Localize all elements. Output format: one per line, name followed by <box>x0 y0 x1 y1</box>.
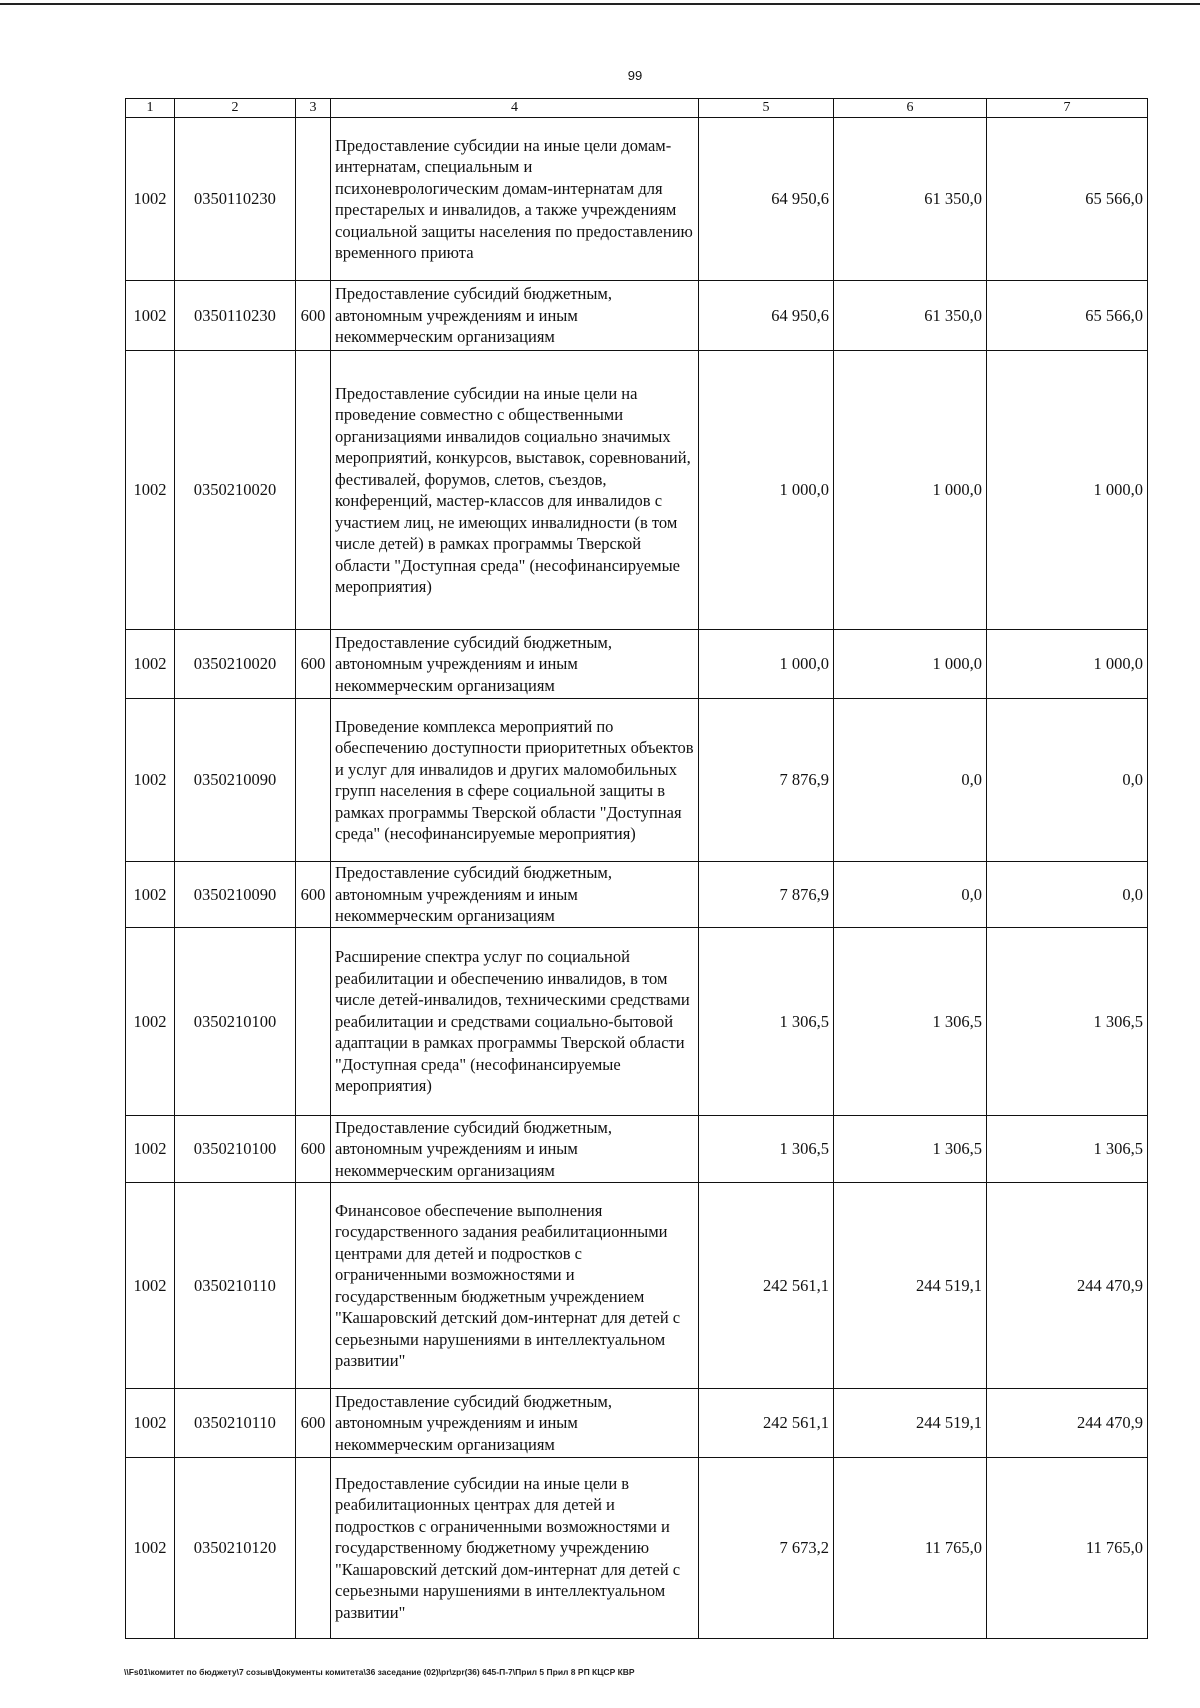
page-number: 99 <box>627 68 643 83</box>
table-row <box>126 1116 1148 1183</box>
value-col7: 244 470,9 <box>987 1389 1148 1458</box>
table-row <box>126 699 1148 862</box>
column-header-2: 2 <box>175 99 296 118</box>
row-description: Предоставление субсидий бюджетным, автономным учреждениям и иным некоммерческим организациям <box>331 630 699 699</box>
budget-table <box>125 98 1148 1639</box>
target-code: 0350210090 <box>175 862 296 928</box>
target-code: 0350110230 <box>175 118 296 281</box>
expense-type-code <box>296 118 331 281</box>
table-row <box>126 1389 1148 1458</box>
row-description: Проведение комплекса мероприятий по обеспечению доступности приоритетных объектов и услуг для инвалидов и других маломобильных групп населения в сфере социальной защиты в рамках программы Тверской области "Доступная среда" (несофинансируемые мероприятия) <box>331 699 699 862</box>
expense-type-code <box>296 699 331 862</box>
table-row <box>126 928 1148 1116</box>
expense-type-code: 600 <box>296 630 331 699</box>
value-col5: 242 561,1 <box>699 1183 834 1389</box>
value-col5: 7 673,2 <box>699 1458 834 1639</box>
value-col6: 0,0 <box>834 699 987 862</box>
section-code: 1002 <box>126 862 175 928</box>
file-path-footer: \\Fs01\комитет по бюджету\7 созыв\Документы комитета\36 заседание (02)\pr\zpr(36) 645-П-7\Прил 5 Прил 8 РП КЦСР КВР <box>124 1667 635 1677</box>
expense-type-code <box>296 1183 331 1389</box>
value-col7: 0,0 <box>987 862 1148 928</box>
target-code: 0350210120 <box>175 1458 296 1639</box>
value-col5: 1 306,5 <box>699 1116 834 1183</box>
value-col7: 244 470,9 <box>987 1183 1148 1389</box>
value-col7: 1 306,5 <box>987 1116 1148 1183</box>
column-header-5: 5 <box>699 99 834 118</box>
value-col6: 1 000,0 <box>834 630 987 699</box>
value-col5: 7 876,9 <box>699 862 834 928</box>
table-row <box>126 630 1148 699</box>
target-code: 0350210020 <box>175 351 296 630</box>
table-row <box>126 118 1148 281</box>
section-code: 1002 <box>126 630 175 699</box>
row-description: Предоставление субсидии на иные цели в реабилитационных центрах для детей и подростков с ограниченными возможностями и государственному бюджетному учреждению "Кашаровский детский дом-интернат для детей с серьезными нарушениями в интеллектуальном развитии" <box>331 1458 699 1639</box>
row-description: Предоставление субсидий бюджетным, автономным учреждениям и иным некоммерческим организациям <box>331 281 699 351</box>
column-header-1: 1 <box>126 99 175 118</box>
section-code: 1002 <box>126 1389 175 1458</box>
expense-type-code: 600 <box>296 862 331 928</box>
target-code: 0350110230 <box>175 281 296 351</box>
table-row <box>126 351 1148 630</box>
value-col6: 1 000,0 <box>834 351 987 630</box>
value-col7: 65 566,0 <box>987 118 1148 281</box>
target-code: 0350210090 <box>175 699 296 862</box>
value-col6: 61 350,0 <box>834 118 987 281</box>
column-header-4: 4 <box>331 99 699 118</box>
value-col6: 0,0 <box>834 862 987 928</box>
value-col5: 242 561,1 <box>699 1389 834 1458</box>
value-col5: 1 000,0 <box>699 351 834 630</box>
target-code: 0350210110 <box>175 1183 296 1389</box>
section-code: 1002 <box>126 1183 175 1389</box>
section-code: 1002 <box>126 699 175 862</box>
target-code: 0350210100 <box>175 928 296 1116</box>
target-code: 0350210020 <box>175 630 296 699</box>
row-description: Предоставление субсидии на иные цели на проведение совместно с общественными организациями инвалидов социально значимых мероприятий, конкурсов, выставок, соревнований, фестивалей, форумов, слетов, съездов, конференций, мастер-классов для инвалидов с участием лиц, не имеющих инвалидности (в том числе детей) в рамках программы Тверской области "Доступная среда" (несофинансируемые мероприятия) <box>331 351 699 630</box>
value-col5: 1 306,5 <box>699 928 834 1116</box>
row-description: Финансовое обеспечение выполнения государственного задания реабилитационными центрами для детей и подростков с ограниченными возможностями и государственным бюджетным учреждением "Кашаровский детский дом-интернат для детей с серьезными нарушениями в интеллектуальном развитии" <box>331 1183 699 1389</box>
expense-type-code <box>296 1458 331 1639</box>
table-row <box>126 281 1148 351</box>
value-col6: 1 306,5 <box>834 1116 987 1183</box>
section-code: 1002 <box>126 928 175 1116</box>
row-description: Предоставление субсидий бюджетным, автономным учреждениям и иным некоммерческим организациям <box>331 1116 699 1183</box>
expense-type-code <box>296 928 331 1116</box>
value-col7: 1 000,0 <box>987 351 1148 630</box>
expense-type-code: 600 <box>296 1116 331 1183</box>
value-col6: 244 519,1 <box>834 1389 987 1458</box>
target-code: 0350210100 <box>175 1116 296 1183</box>
expense-type-code <box>296 351 331 630</box>
column-number-row <box>126 99 1148 118</box>
row-description: Предоставление субсидии на иные цели домам-интернатам, специальным и психоневрологическим домам-интернатам для престарелых и инвалидов, а также учреждениям социальной защиты населения по предоставлению временного приюта <box>331 118 699 281</box>
section-code: 1002 <box>126 351 175 630</box>
value-col5: 7 876,9 <box>699 699 834 862</box>
column-header-6: 6 <box>834 99 987 118</box>
value-col7: 1 000,0 <box>987 630 1148 699</box>
value-col6: 1 306,5 <box>834 928 987 1116</box>
target-code: 0350210110 <box>175 1389 296 1458</box>
row-description: Предоставление субсидий бюджетным, автономным учреждениям и иным некоммерческим организациям <box>331 1389 699 1458</box>
expense-type-code: 600 <box>296 1389 331 1458</box>
section-code: 1002 <box>126 1458 175 1639</box>
section-code: 1002 <box>126 281 175 351</box>
table-row <box>126 862 1148 928</box>
value-col5: 1 000,0 <box>699 630 834 699</box>
value-col7: 65 566,0 <box>987 281 1148 351</box>
expense-type-code: 600 <box>296 281 331 351</box>
section-code: 1002 <box>126 1116 175 1183</box>
row-description: Предоставление субсидий бюджетным, автономным учреждениям и иным некоммерческим организациям <box>331 862 699 928</box>
value-col7: 0,0 <box>987 699 1148 862</box>
scan-border-line <box>0 3 1200 5</box>
table-row <box>126 1183 1148 1389</box>
value-col5: 64 950,6 <box>699 281 834 351</box>
value-col6: 244 519,1 <box>834 1183 987 1389</box>
row-description: Расширение спектра услуг по социальной реабилитации и обеспечению инвалидов, в том числе детей-инвалидов, техническими средствами реабилитации и средствами социально-бытовой адаптации в рамках программы Тверской области "Доступная среда" (несофинансируемые мероприятия) <box>331 928 699 1116</box>
column-header-3: 3 <box>296 99 331 118</box>
section-code: 1002 <box>126 118 175 281</box>
value-col5: 64 950,6 <box>699 118 834 281</box>
value-col7: 1 306,5 <box>987 928 1148 1116</box>
value-col6: 11 765,0 <box>834 1458 987 1639</box>
column-header-7: 7 <box>987 99 1148 118</box>
value-col6: 61 350,0 <box>834 281 987 351</box>
table-row <box>126 1458 1148 1639</box>
value-col7: 11 765,0 <box>987 1458 1148 1639</box>
